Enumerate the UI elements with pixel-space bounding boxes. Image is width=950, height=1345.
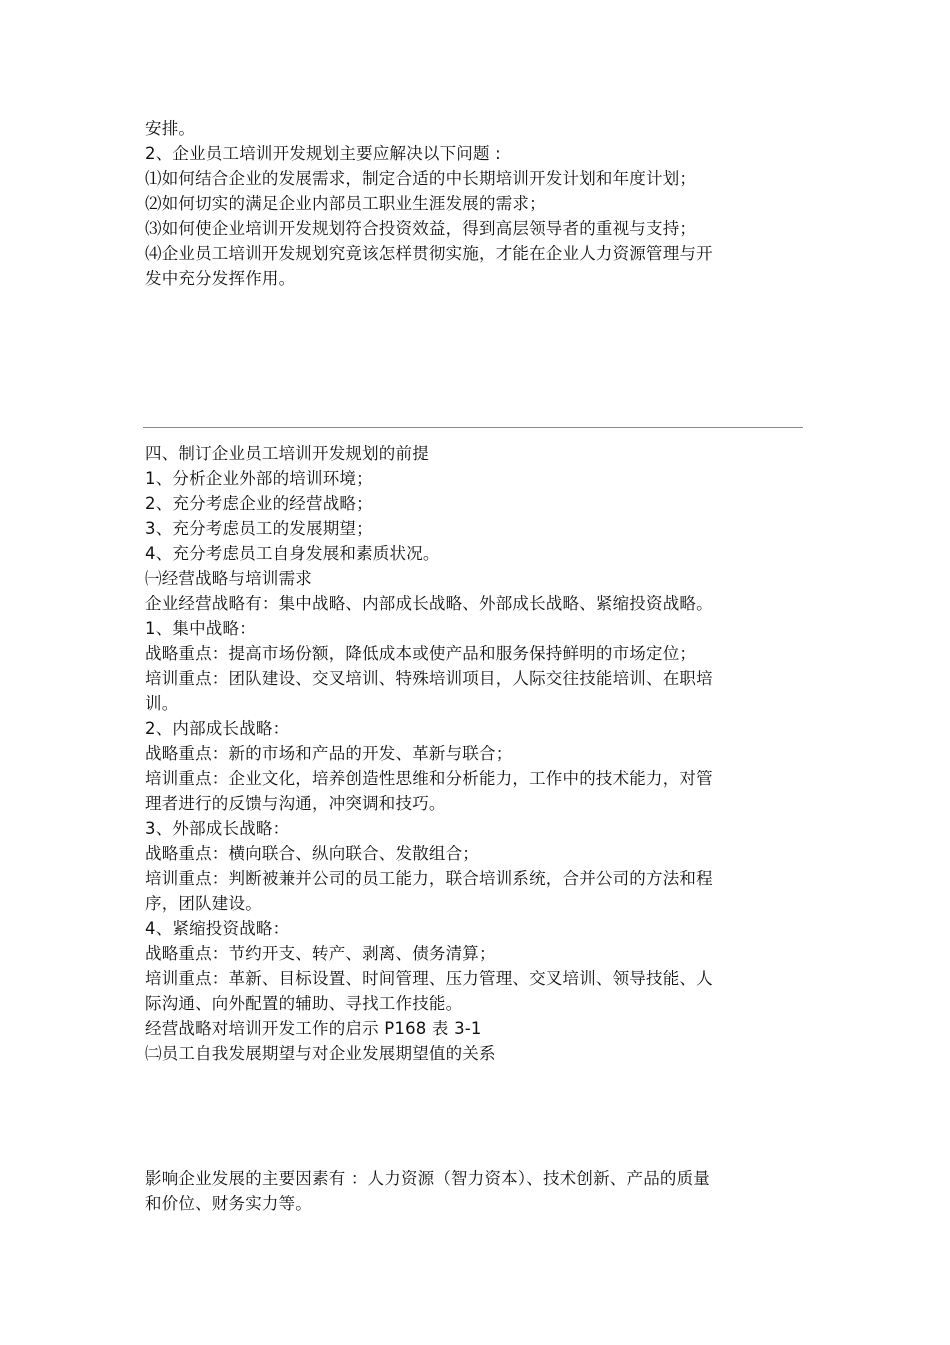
text-line: 发中充分发挥作用。 (145, 269, 296, 288)
text-line: 3、充分考虑员工的发展期望； (145, 519, 373, 538)
text-line: 培训重点：团队建设、交叉培训、特殊培训项目，人际交往技能培训、在职培 (145, 669, 713, 688)
text-line: 培训重点：判断被兼并公司的员工能力，联合培训系统，合并公司的方法和程 (145, 869, 713, 888)
text-line: ⑷企业员工培训开发规划究竟该怎样贯彻实施，才能在企业人力资源管理与开 (145, 244, 713, 263)
section-heading: 四、制订企业员工培训开发规划的前提 (145, 444, 429, 463)
text-line: 战略重点：节约开支、转产、剥离、债务清算； (145, 944, 496, 963)
text-line: 1、分析企业外部的培训环境； (145, 469, 373, 488)
horizontal-divider (143, 427, 803, 428)
text-line: 4、充分考虑员工自身发展和素质状况。 (145, 544, 440, 563)
subsection-heading: ㈡员工自我发展期望与对企业发展期望值的关系 (145, 1044, 496, 1063)
text-line: 序，团队建设。 (145, 894, 262, 913)
text-line: ⑴如何结合企业的发展需求，制定合适的中长期培训开发计划和年度计划； (145, 169, 697, 188)
text-line: 际沟通、向外配置的辅助、寻找工作技能。 (145, 994, 463, 1013)
text-line: ⑶如何使企业培训开发规划符合投资效益，得到高层领导者的重视与支持； (145, 219, 697, 238)
text-line: 训。 (145, 694, 179, 713)
text-line: 战略重点：提高市场份额，降低成本或使产品和服务保持鲜明的市场定位； (145, 644, 697, 663)
text-line: 4、紧缩投资战略： (145, 919, 290, 938)
text-line: 经营战略对培训开发工作的启示 P168 表 3-1 (145, 1019, 482, 1038)
text-line: 战略重点：新的市场和产品的开发、革新与联合； (145, 744, 513, 763)
text-line: 1、集中战略： (145, 619, 256, 638)
text-line: 企业经营战略有：集中战略、内部成长战略、外部成长战略、紧缩投资战略。 (145, 594, 713, 613)
text-line: 2、企业员工培训开发规划主要应解决以下问题 : (145, 144, 501, 163)
text-line: 影响企业发展的主要因素有 ：人力资源（智力资本）、技术创新、产品的质量 (145, 1169, 710, 1188)
text-line: 3、外部成长战略： (145, 819, 290, 838)
text-line: 和价位、财务实力等。 (145, 1194, 312, 1213)
text-line: 2、充分考虑企业的经营战略； (145, 494, 373, 513)
text-line: 安排。 (145, 119, 196, 138)
text-line: ⑵如何切实的满足企业内部员工职业生涯发展的需求； (145, 194, 546, 213)
text-line: 培训重点：革新、目标设置、时间管理、压力管理、交叉培训、领导技能、人 (145, 969, 713, 988)
text-line: 2、内部成长战略： (145, 719, 290, 738)
text-line: 理者进行的反馈与沟通，冲突调和技巧。 (145, 794, 446, 813)
subsection-heading: ㈠经营战略与培训需求 (145, 569, 312, 588)
text-line: 战略重点：横向联合、纵向联合、发散组合； (145, 844, 479, 863)
text-line: 培训重点：企业文化，培养创造性思维和分析能力，工作中的技术能力，对管 (145, 769, 713, 788)
